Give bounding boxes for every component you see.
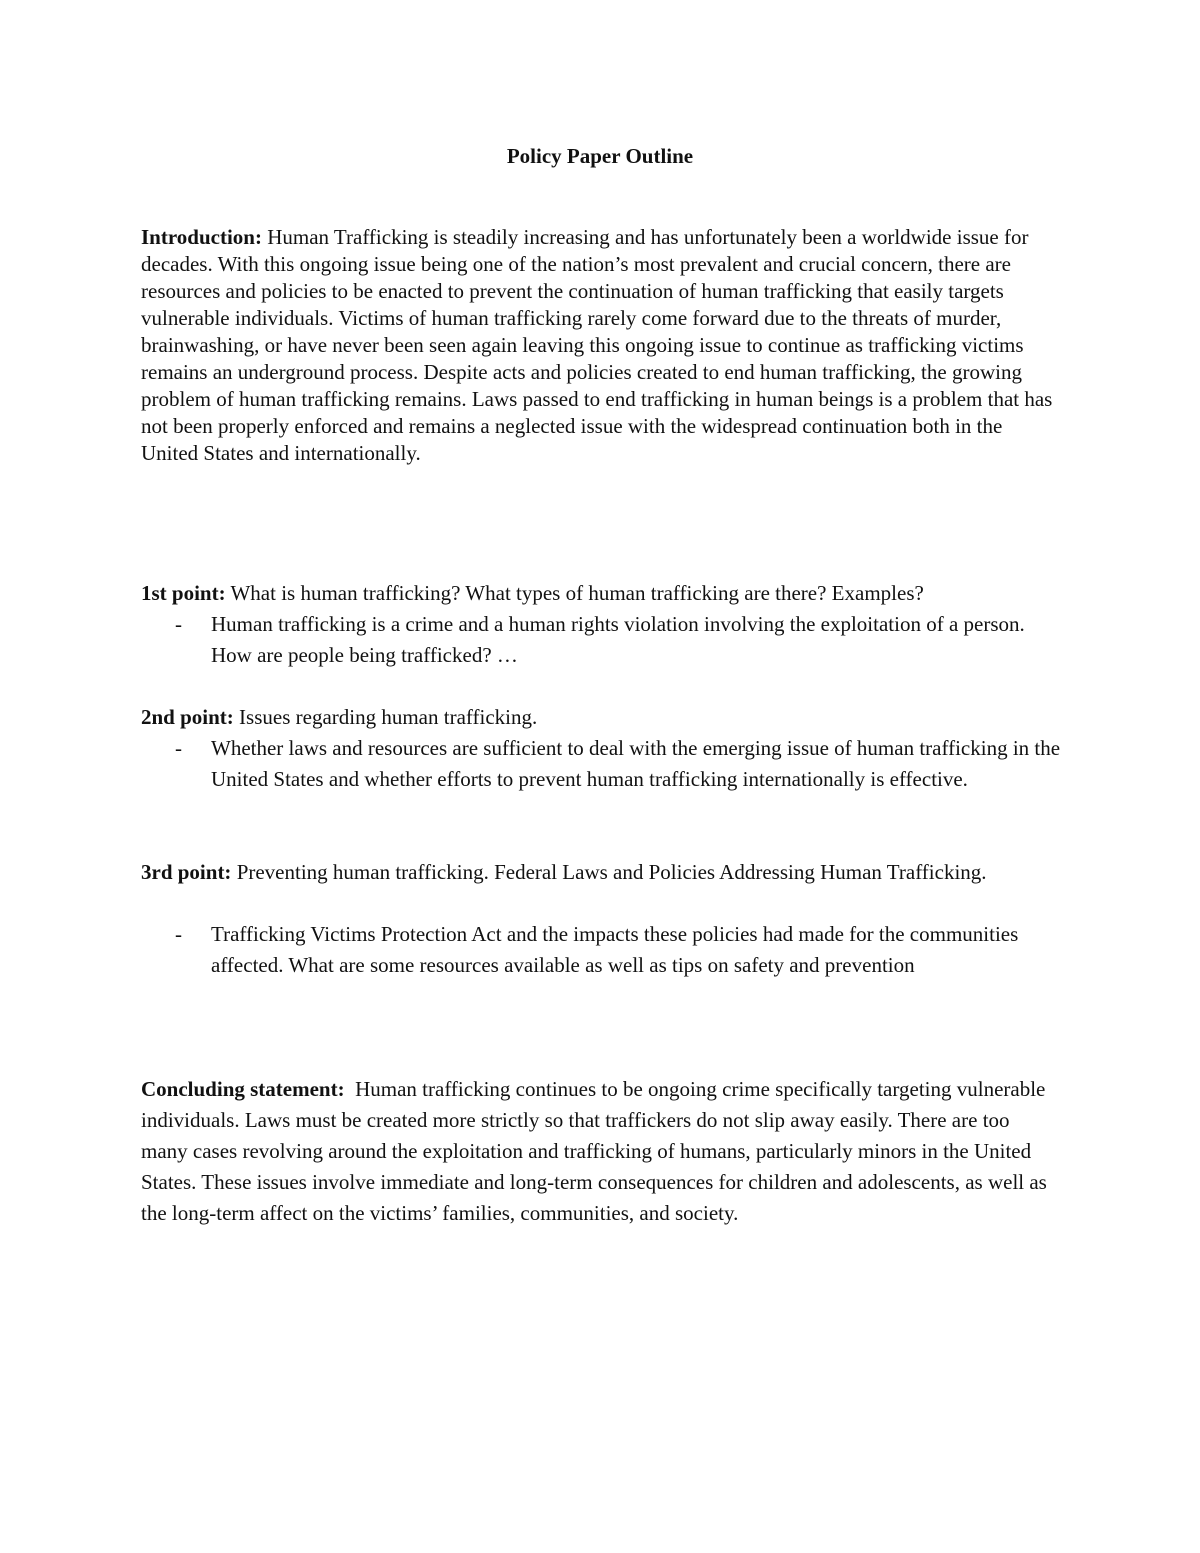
point-2-bullet [175,733,1061,795]
point-1-text: What is human trafficking? What types of human trafficking are there? Examples? [225,581,924,605]
point-1-dash: - [175,612,182,636]
point-3-text: Preventing human trafficking. Federal Laws and Policies Addressing Human Trafficking. [231,860,987,884]
point-2-text: Issues regarding human trafficking. [233,705,538,729]
conclusion-label: Concluding statement: [141,1077,345,1101]
introduction-text: Human Trafficking is steadily increasing and has unfortunately been a worldwide issue for decades. With this ongoing issue being one of the nation’s most prevalent and crucial concern, there are resources and policies to be enacted to prevent the continuation of human trafficking that easily targets vulnerable individuals. Victims of human trafficking rarely come forward due to the threats of murder, brainwashing, or have never been seen again leaving this ongoing issue to continue as trafficking victims remains an underground process. Despite acts and policies created to end human trafficking, the growing problem of human trafficking remains. Laws passed to end trafficking in human beings is a problem that has not been properly enforced and remains a neglected issue with the widespread continuation both in the United States and internationally. [141,225,1053,465]
document-title: Policy Paper Outline [506,144,694,168]
point-1-bullet-text: Human trafficking is a crime and a human rights violation involving the exploitation of a person. How are people being trafficked? … [211,612,1025,667]
point-1-heading [141,578,1056,609]
point-2-bullet-text: Whether laws and resources are sufficient to deal with the emerging issue of human trafficking in the United States and whether efforts to prevent human trafficking internationally is effective. [211,736,1061,791]
point-2-dash: - [175,736,182,760]
conclusion-text: Human trafficking continues to be ongoing crime specifically targeting vulnerable individuals. Laws must be created more strictly so that traffickers do not slip away easily. There are too many cases revolving around the exploitation and trafficking of humans, particularly minors in the United States. These issues involve immediate and long-term consequences for children and adolescents, as well as the long-term affect on the victims’ families, communities, and society. [141,1077,1053,1225]
point-1-label: 1st point: [141,581,226,605]
point-3-heading [141,857,1056,888]
point-1-bullet [175,609,1061,671]
point-3-bullet-text: Trafficking Victims Protection Act and the impacts these policies had made for the communities affected. What are some resources available as well as tips on safety and prevention [211,922,1019,977]
introduction-label: Introduction: [141,225,262,249]
point-2-label: 2nd point: [141,705,234,729]
introduction-paragraph [141,224,1056,467]
point-3-bullet [175,919,1061,981]
conclusion-paragraph [141,1074,1056,1229]
point-3-label: 3rd point: [141,860,232,884]
point-2-heading [141,702,1056,733]
point-3-dash: - [175,922,182,946]
